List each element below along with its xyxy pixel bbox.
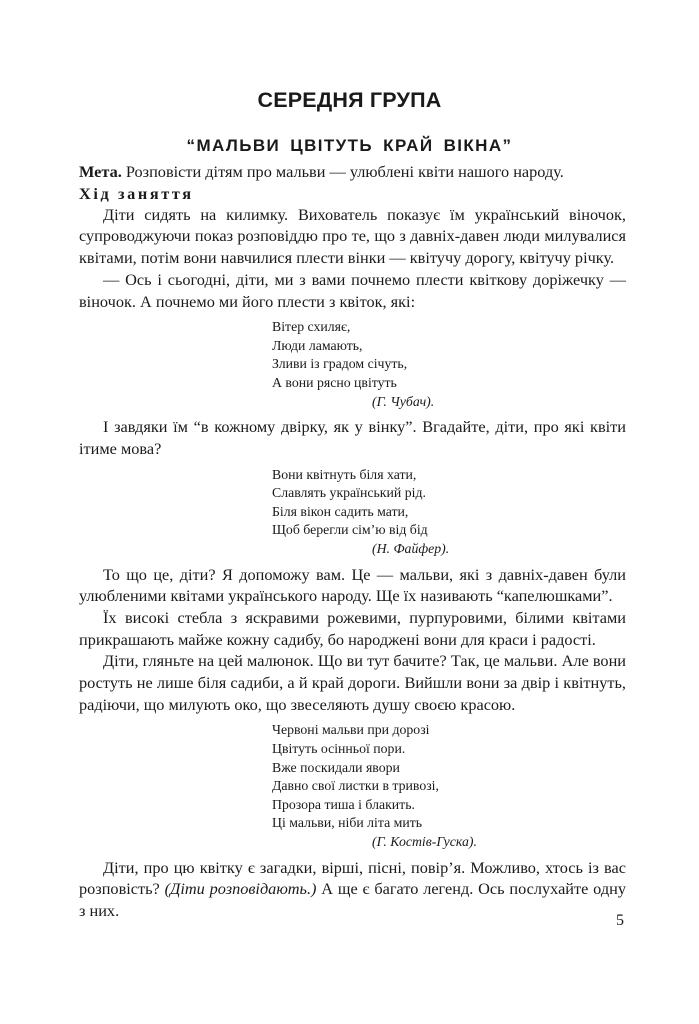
paragraph: І завдяки їм “в кожному двірку, як у вінку”. Вгадайте, діти, про які квіти ітиме мова? <box>79 417 626 458</box>
poem-line: Зливи із градом січуть, <box>272 356 408 372</box>
poem-line: Славлять український рід. <box>272 485 426 501</box>
paragraph: Їх високі стебла з яскравими рожевими, пурпуровими, білими квітами прикрашають майже кожну садибу, бо народжені вони для краси і радості. <box>79 607 626 649</box>
poem-line: А вони рясно цвітуть <box>272 375 397 390</box>
poem-block <box>272 318 626 411</box>
course-heading: Хід заняття <box>79 183 194 203</box>
poem-line: Вони квітнуть біля хати, <box>272 466 417 482</box>
goal-label: Мета. <box>79 162 122 181</box>
poem-line: Щоб берегли сім’ю від бід <box>272 522 428 538</box>
section-title: СЕРЕДНЯ ГРУПА <box>257 88 442 112</box>
final-text-end: А ще є багато легенд. Ось послухайте одну з них. <box>79 879 626 921</box>
poem-line: Червоні мальви при дорозі <box>272 722 430 738</box>
poem-author: (Н. Файфер). <box>372 540 450 556</box>
poem-line: Вже поскидали явори <box>272 759 400 775</box>
goal-paragraph <box>79 161 626 183</box>
page-number: 5 <box>616 912 624 929</box>
poem-line: Давно свої листки в тривозі, <box>272 778 439 794</box>
poem-block <box>272 466 626 559</box>
poem-line: Цвітуть осінньої пори. <box>272 741 406 757</box>
poem-block <box>272 721 626 851</box>
lesson-title: “МАЛЬВИ ЦВІТУТЬ КРАЙ ВІКНА” <box>186 136 513 155</box>
paragraph: Діти, гляньте на цей малюнок. Що ви тут бачите? Так, це мальви. Але вони ростуть не лише біля садиби, а й край дороги. Вийшли вони за двір і квітнуть, радіючи, що милують око, що звеселяють душу своєю красою. <box>79 651 626 714</box>
poem-line: Прозора тиша і блакить. <box>272 796 415 812</box>
stage-direction: (Діти розповідають.) <box>164 879 317 899</box>
poem-author: (Г. Чубач). <box>372 393 435 409</box>
goal-text: Розповісти дітям про мальви — улюблені квіти нашого народу. <box>121 162 564 181</box>
final-paragraph <box>79 857 626 922</box>
poem-line: Люди ламають, <box>272 337 363 353</box>
poem-line: Вітер схиляє, <box>272 319 351 335</box>
final-text-start: Діти, про цю квітку є загадки, вірші, пісні, повір’я. Можливо, хтось із вас розповість? <box>79 857 626 899</box>
poem-author: (Г. Костів-Гуска). <box>372 834 477 850</box>
page-body <box>79 161 626 922</box>
paragraph: Діти сидять на килимку. Вихователь показує їм український віночок, супроводжуючи показ розповіддю про те, що з давніх-давен люди милувалися квітами, потім вони навчилися плести вінки — квітучу дорогу, квітучу річку. <box>79 204 626 268</box>
paragraph: — Ось і сьогодні, діти, ми з вами почнемо плести квіткову доріжечку — віночок. А почнемо ми його плести з квіток, які: <box>79 269 626 311</box>
poem-line: Біля вікон садить мати, <box>272 503 409 519</box>
poem-line: Ці мальви, ніби літа мить <box>272 815 423 831</box>
paragraph: То що це, діти? Я допоможу вам. Це — мальви, які з давніх-давен були улюбленими квітами українського народу. Ще їх називають “капелюшками”. <box>79 564 626 606</box>
